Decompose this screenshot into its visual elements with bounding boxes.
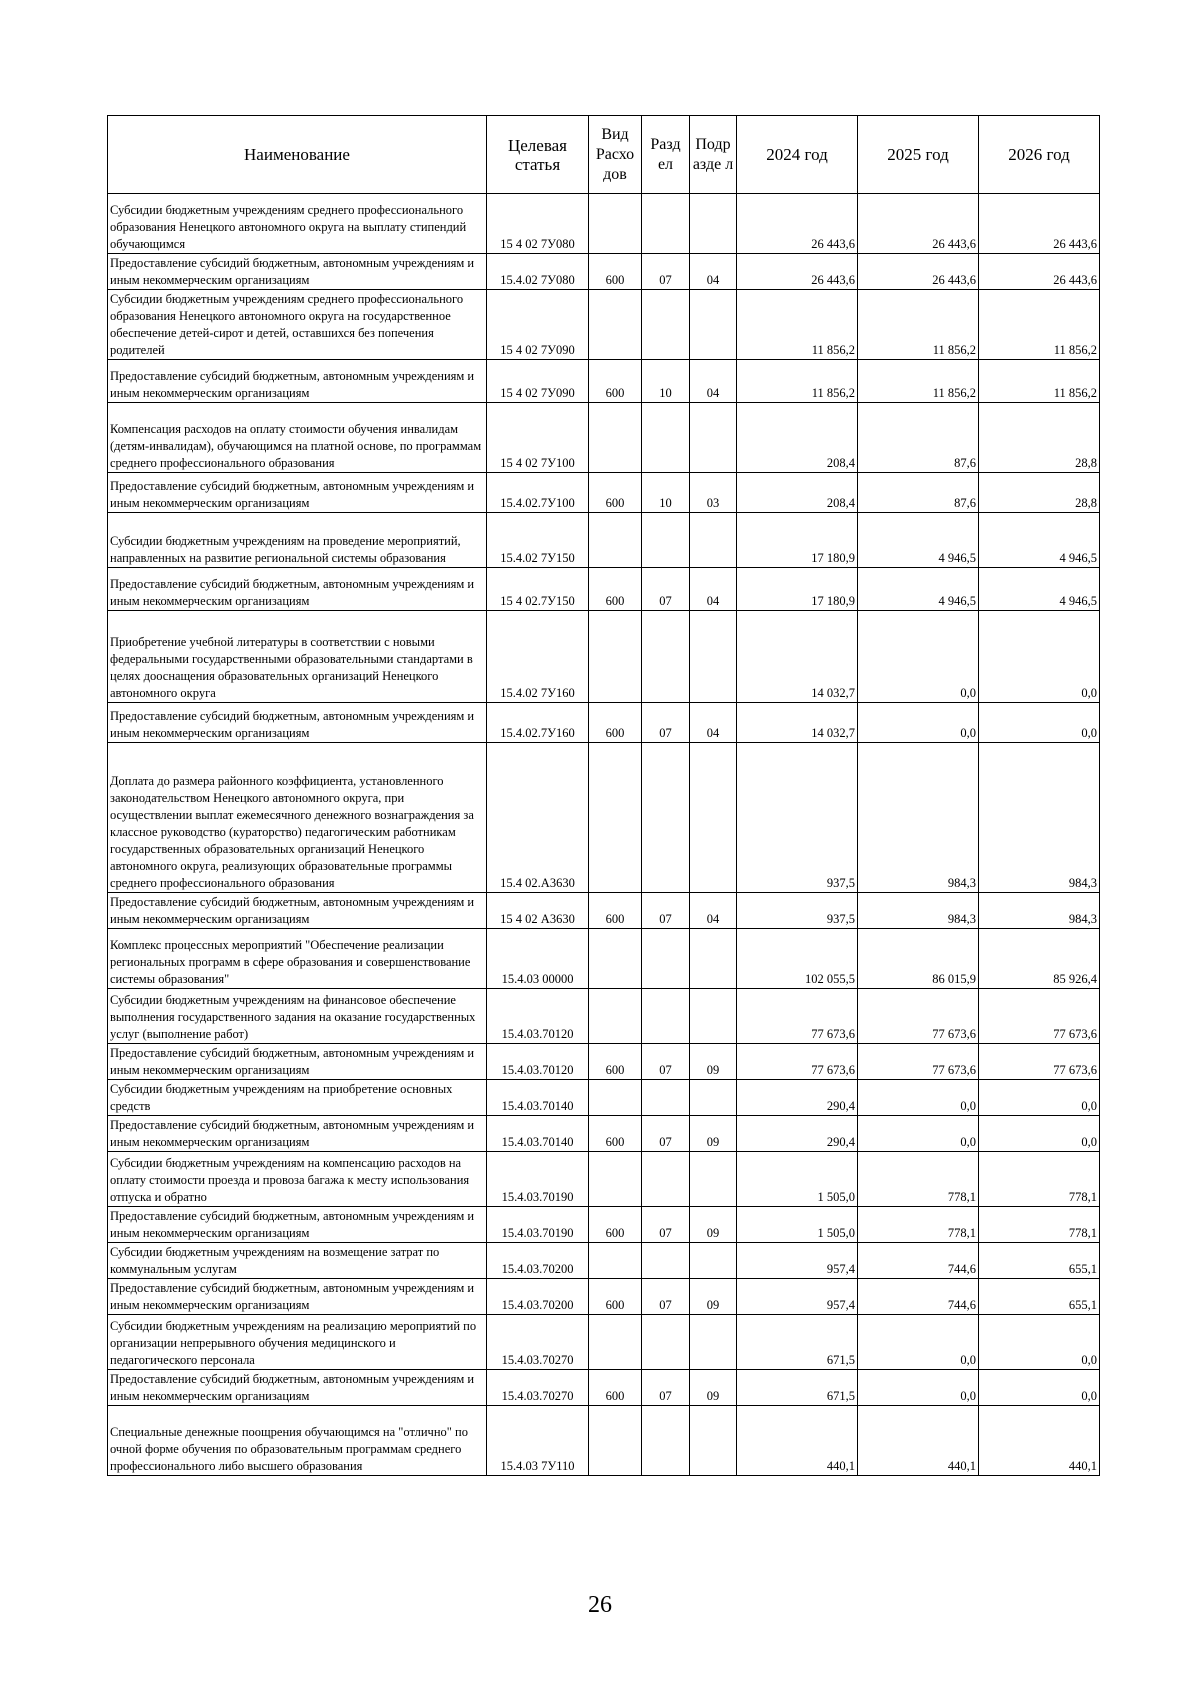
cell-section: 07 [642, 1370, 690, 1406]
cell-2026: 655,1 [979, 1243, 1100, 1279]
cell-target: 15.4.02 7У160 [487, 611, 589, 703]
cell-2026: 11 856,2 [979, 290, 1100, 360]
cell-target: 15.4.03.70140 [487, 1080, 589, 1116]
cell-subsection [690, 989, 737, 1044]
cell-2024: 17 180,9 [737, 568, 858, 611]
cell-2024: 11 856,2 [737, 360, 858, 403]
cell-2026: 77 673,6 [979, 989, 1100, 1044]
table-row [108, 568, 1100, 611]
cell-target: 15.4.02.7У160 [487, 703, 589, 743]
cell-kind: 600 [589, 1044, 642, 1080]
cell-2026: 28,8 [979, 403, 1100, 473]
table-row [108, 513, 1100, 568]
cell-2024: 14 032,7 [737, 611, 858, 703]
table-row [108, 1279, 1100, 1315]
cell-subsection: 04 [690, 703, 737, 743]
cell-subsection: 09 [690, 1370, 737, 1406]
cell-2024: 77 673,6 [737, 1044, 858, 1080]
cell-2026: 77 673,6 [979, 1044, 1100, 1080]
cell-2026: 0,0 [979, 611, 1100, 703]
cell-subsection [690, 1315, 737, 1370]
cell-target: 15.4.03.70190 [487, 1152, 589, 1207]
cell-section: 10 [642, 473, 690, 513]
cell-target: 15 4 02 7У080 [487, 194, 589, 254]
table-row [108, 1080, 1100, 1116]
cell-target: 15.4 02.А3630 [487, 743, 589, 893]
cell-2024: 290,4 [737, 1080, 858, 1116]
cell-name: Предоставление субсидий бюджетным, автономным учреждениям и иным некоммерческим организациям [108, 1370, 487, 1406]
cell-section: 07 [642, 1279, 690, 1315]
cell-name: Субсидии бюджетным учреждениям на финансовое обеспечение выполнения государственного задания на оказание государственных услуг (выполнение работ) [108, 989, 487, 1044]
cell-subsection: 04 [690, 360, 737, 403]
cell-target: 15.4.03 7У110 [487, 1406, 589, 1476]
budget-table [107, 115, 1100, 1476]
cell-subsection: 03 [690, 473, 737, 513]
cell-subsection [690, 929, 737, 989]
table-row [108, 743, 1100, 893]
cell-subsection [690, 290, 737, 360]
cell-section [642, 403, 690, 473]
cell-kind [589, 1406, 642, 1476]
cell-kind [589, 743, 642, 893]
table-row [108, 1370, 1100, 1406]
cell-name: Субсидии бюджетным учреждениям среднего профессионального образования Ненецкого автономного округа на выплату стипендий обучающимся [108, 194, 487, 254]
cell-2026: 28,8 [979, 473, 1100, 513]
cell-kind [589, 1152, 642, 1207]
cell-2025: 744,6 [858, 1279, 979, 1315]
cell-2025: 0,0 [858, 1116, 979, 1152]
cell-section [642, 989, 690, 1044]
cell-subsection: 09 [690, 1207, 737, 1243]
cell-subsection [690, 743, 737, 893]
table-header-row [108, 116, 1100, 194]
table-row [108, 403, 1100, 473]
cell-2024: 26 443,6 [737, 254, 858, 290]
cell-2025: 778,1 [858, 1207, 979, 1243]
table-row [108, 1406, 1100, 1476]
cell-2026: 0,0 [979, 703, 1100, 743]
cell-name: Предоставление субсидий бюджетным, автономным учреждениям и иным некоммерческим организациям [108, 893, 487, 929]
cell-kind: 600 [589, 254, 642, 290]
cell-section [642, 1243, 690, 1279]
cell-section [642, 194, 690, 254]
cell-kind: 600 [589, 1207, 642, 1243]
cell-target: 15.4.02.7У100 [487, 473, 589, 513]
table-row [108, 989, 1100, 1044]
cell-kind [589, 1080, 642, 1116]
cell-subsection: 04 [690, 254, 737, 290]
header-target: Целевая статья [487, 116, 589, 194]
table-row [108, 360, 1100, 403]
cell-section [642, 611, 690, 703]
cell-2024: 440,1 [737, 1406, 858, 1476]
cell-2025: 4 946,5 [858, 513, 979, 568]
cell-kind: 600 [589, 703, 642, 743]
cell-section [642, 1406, 690, 1476]
cell-2024: 290,4 [737, 1116, 858, 1152]
cell-2025: 77 673,6 [858, 989, 979, 1044]
cell-2026: 0,0 [979, 1080, 1100, 1116]
cell-2026: 4 946,5 [979, 513, 1100, 568]
cell-2026: 0,0 [979, 1315, 1100, 1370]
cell-section: 07 [642, 568, 690, 611]
header-2026: 2026 год [979, 116, 1100, 194]
table-row [108, 1207, 1100, 1243]
cell-kind: 600 [589, 473, 642, 513]
table-row [108, 1243, 1100, 1279]
cell-2025: 0,0 [858, 703, 979, 743]
cell-2024: 17 180,9 [737, 513, 858, 568]
cell-subsection [690, 1152, 737, 1207]
cell-2026: 85 926,4 [979, 929, 1100, 989]
cell-name: Предоставление субсидий бюджетным, автономным учреждениям и иным некоммерческим организациям [108, 1116, 487, 1152]
cell-2024: 957,4 [737, 1279, 858, 1315]
cell-2024: 671,5 [737, 1315, 858, 1370]
cell-name: Субсидии бюджетным учреждениям на приобретение основных средств [108, 1080, 487, 1116]
cell-kind [589, 194, 642, 254]
cell-kind: 600 [589, 1116, 642, 1152]
table-row [108, 254, 1100, 290]
cell-name: Субсидии бюджетным учреждениям на возмещение затрат по коммунальным услугам [108, 1243, 487, 1279]
cell-name: Субсидии бюджетным учреждениям на проведение мероприятий, направленных на развитие региональной системы образования [108, 513, 487, 568]
table-row [108, 473, 1100, 513]
cell-kind: 600 [589, 568, 642, 611]
cell-2024: 671,5 [737, 1370, 858, 1406]
cell-2024: 77 673,6 [737, 989, 858, 1044]
cell-subsection [690, 513, 737, 568]
cell-2025: 984,3 [858, 893, 979, 929]
cell-name: Приобретение учебной литературы в соответствии с новыми федеральными государственными образовательными стандартами в целях дооснащения образовательных организаций Ненецкого автономного округа [108, 611, 487, 703]
cell-2025: 11 856,2 [858, 360, 979, 403]
cell-2025: 0,0 [858, 1370, 979, 1406]
cell-kind [589, 611, 642, 703]
cell-name: Компенсация расходов на оплату стоимости обучения инвалидам (детям-инвалидам), обучающимся на платной основе, по программам среднего профессионального образования [108, 403, 487, 473]
table-body [108, 194, 1100, 1476]
cell-subsection [690, 403, 737, 473]
table-row [108, 703, 1100, 743]
cell-2025: 26 443,6 [858, 194, 979, 254]
cell-2025: 11 856,2 [858, 290, 979, 360]
table-row [108, 893, 1100, 929]
cell-2024: 937,5 [737, 743, 858, 893]
cell-target: 15 4 02 7У100 [487, 403, 589, 473]
cell-2024: 208,4 [737, 403, 858, 473]
cell-section [642, 929, 690, 989]
cell-target: 15.4.02 7У150 [487, 513, 589, 568]
cell-name: Доплата до размера районного коэффициента, установленного законодательством Ненецкого автономного округа, при осуществлении выплат ежемесячного денежного вознаграждения за классное руководство (кураторство) педагогическим работникам государственных образовательных организаций Ненецкого автономного округа, реализующих образовательные программы среднего профессионального образования [108, 743, 487, 893]
cell-target: 15.4.03.70120 [487, 989, 589, 1044]
cell-section [642, 1152, 690, 1207]
cell-2024: 1 505,0 [737, 1207, 858, 1243]
cell-subsection: 09 [690, 1116, 737, 1152]
table-row [108, 929, 1100, 989]
cell-name: Субсидии бюджетным учреждениям среднего профессионального образования Ненецкого автономного округа на государственное обеспечение детей-сирот и детей, оставшихся без попечения родителей [108, 290, 487, 360]
cell-2024: 14 032,7 [737, 703, 858, 743]
cell-kind [589, 290, 642, 360]
cell-2025: 0,0 [858, 1080, 979, 1116]
header-subsection: Подр азде л [690, 116, 737, 194]
cell-2024: 957,4 [737, 1243, 858, 1279]
cell-subsection: 04 [690, 568, 737, 611]
cell-name: Субсидии бюджетным учреждениям на компенсацию расходов на оплату стоимости проезда и провоза багажа к месту использования отпуска и обратно [108, 1152, 487, 1207]
cell-subsection [690, 194, 737, 254]
cell-subsection [690, 1080, 737, 1116]
cell-kind [589, 1315, 642, 1370]
cell-2024: 208,4 [737, 473, 858, 513]
table-row [108, 290, 1100, 360]
cell-name: Предоставление субсидий бюджетным, автономным учреждениям и иным некоммерческим организациям [108, 703, 487, 743]
cell-2024: 1 505,0 [737, 1152, 858, 1207]
table-row [108, 1044, 1100, 1080]
cell-target: 15.4.03.70270 [487, 1370, 589, 1406]
page-number: 26 [588, 1592, 612, 1618]
cell-section: 07 [642, 1116, 690, 1152]
cell-2026: 655,1 [979, 1279, 1100, 1315]
cell-name: Субсидии бюджетным учреждениям на реализацию мероприятий по организации непрерывного обучения медицинского и педагогического персонала [108, 1315, 487, 1370]
cell-kind: 600 [589, 1279, 642, 1315]
cell-2026: 0,0 [979, 1116, 1100, 1152]
cell-2025: 87,6 [858, 403, 979, 473]
cell-2025: 26 443,6 [858, 254, 979, 290]
cell-2026: 984,3 [979, 743, 1100, 893]
cell-name: Предоставление субсидий бюджетным, автономным учреждениям и иным некоммерческим организациям [108, 473, 487, 513]
cell-2026: 26 443,6 [979, 254, 1100, 290]
cell-target: 15.4.03.70120 [487, 1044, 589, 1080]
cell-kind: 600 [589, 893, 642, 929]
cell-section [642, 1315, 690, 1370]
cell-kind [589, 989, 642, 1044]
cell-section: 07 [642, 893, 690, 929]
cell-section [642, 290, 690, 360]
cell-2026: 0,0 [979, 1370, 1100, 1406]
cell-2025: 778,1 [858, 1152, 979, 1207]
cell-kind [589, 403, 642, 473]
table-row [108, 1116, 1100, 1152]
cell-2024: 937,5 [737, 893, 858, 929]
cell-section [642, 1080, 690, 1116]
cell-2024: 102 055,5 [737, 929, 858, 989]
cell-target: 15 4 02 7У090 [487, 360, 589, 403]
cell-section: 07 [642, 254, 690, 290]
cell-subsection [690, 1243, 737, 1279]
header-kind: Вид Расхо дов [589, 116, 642, 194]
cell-2025: 86 015,9 [858, 929, 979, 989]
cell-section [642, 513, 690, 568]
cell-2025: 77 673,6 [858, 1044, 979, 1080]
cell-2026: 11 856,2 [979, 360, 1100, 403]
cell-2025: 4 946,5 [858, 568, 979, 611]
cell-target: 15.4.03.70190 [487, 1207, 589, 1243]
table-row [108, 1152, 1100, 1207]
cell-2026: 984,3 [979, 893, 1100, 929]
cell-kind [589, 513, 642, 568]
cell-name: Комплекс процессных мероприятий "Обеспечение реализации региональных программ в сфере образования и совершенствование системы образования" [108, 929, 487, 989]
cell-name: Предоставление субсидий бюджетным, автономным учреждениям и иным некоммерческим организациям [108, 254, 487, 290]
cell-subsection: 09 [690, 1044, 737, 1080]
cell-2025: 984,3 [858, 743, 979, 893]
cell-subsection: 09 [690, 1279, 737, 1315]
cell-2025: 440,1 [858, 1406, 979, 1476]
cell-kind: 600 [589, 360, 642, 403]
cell-target: 15.4.03 00000 [487, 929, 589, 989]
cell-target: 15.4.02 7У080 [487, 254, 589, 290]
header-2024: 2024 год [737, 116, 858, 194]
cell-2024: 26 443,6 [737, 194, 858, 254]
cell-name: Специальные денежные поощрения обучающимся на "отлично" по очной форме обучения по образовательным программам среднего профессионального либо высшего образования [108, 1406, 487, 1476]
cell-name: Предоставление субсидий бюджетным, автономным учреждениям и иным некоммерческим организациям [108, 1044, 487, 1080]
table-row [108, 611, 1100, 703]
header-section: Разд ел [642, 116, 690, 194]
cell-2026: 778,1 [979, 1152, 1100, 1207]
cell-name: Предоставление субсидий бюджетным, автономным учреждениям и иным некоммерческим организациям [108, 568, 487, 611]
cell-2025: 0,0 [858, 611, 979, 703]
cell-2025: 0,0 [858, 1315, 979, 1370]
cell-name: Предоставление субсидий бюджетным, автономным учреждениям и иным некоммерческим организациям [108, 1279, 487, 1315]
cell-subsection [690, 1406, 737, 1476]
header-name: Наименование [108, 116, 487, 194]
cell-section [642, 743, 690, 893]
cell-name: Предоставление субсидий бюджетным, автономным учреждениям и иным некоммерческим организациям [108, 360, 487, 403]
cell-kind [589, 929, 642, 989]
cell-target: 15 4 02 7У090 [487, 290, 589, 360]
table-row [108, 194, 1100, 254]
cell-kind: 600 [589, 1370, 642, 1406]
cell-subsection: 04 [690, 893, 737, 929]
cell-subsection [690, 611, 737, 703]
cell-section: 07 [642, 1044, 690, 1080]
cell-target: 15.4.03.70270 [487, 1315, 589, 1370]
table-row [108, 1315, 1100, 1370]
cell-target: 15.4.03.70200 [487, 1243, 589, 1279]
cell-name: Предоставление субсидий бюджетным, автономным учреждениям и иным некоммерческим организациям [108, 1207, 487, 1243]
cell-2025: 744,6 [858, 1243, 979, 1279]
cell-2026: 778,1 [979, 1207, 1100, 1243]
cell-target: 15 4 02 А3630 [487, 893, 589, 929]
cell-kind [589, 1243, 642, 1279]
cell-2025: 87,6 [858, 473, 979, 513]
cell-section: 07 [642, 1207, 690, 1243]
header-2025: 2025 год [858, 116, 979, 194]
cell-2026: 26 443,6 [979, 194, 1100, 254]
cell-section: 10 [642, 360, 690, 403]
cell-section: 07 [642, 703, 690, 743]
cell-2026: 440,1 [979, 1406, 1100, 1476]
cell-target: 15.4.03.70200 [487, 1279, 589, 1315]
cell-2026: 4 946,5 [979, 568, 1100, 611]
cell-2024: 11 856,2 [737, 290, 858, 360]
cell-target: 15.4.03.70140 [487, 1116, 589, 1152]
cell-target: 15 4 02.7У150 [487, 568, 589, 611]
